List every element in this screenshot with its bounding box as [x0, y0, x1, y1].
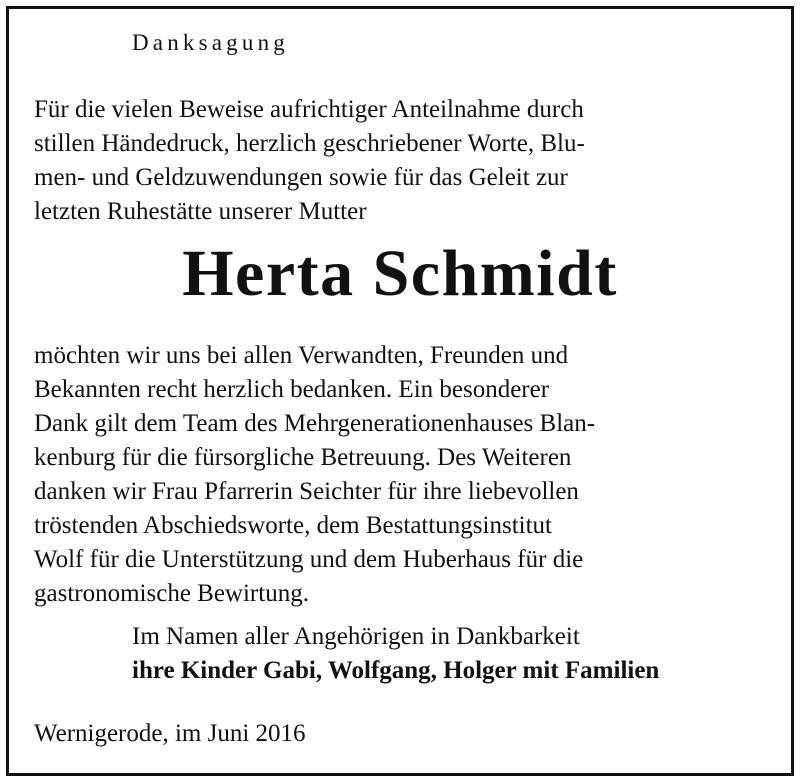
body-line: Wolf für die Unterstützung und dem Huberhaus für die [34, 546, 584, 573]
body-line: kenburg für die fürsorgliche Betreuung. Des Weiteren [34, 444, 572, 471]
place-date: Wernigerode, im Juni 2016 [34, 720, 306, 747]
intro-line: letzten Ruhestätte unserer Mutter [34, 198, 367, 225]
notice-heading: Danksagung [132, 30, 289, 55]
signature-intro: Im Namen aller Angehörigen in Dankbarkeit [132, 623, 580, 650]
body-paragraph [34, 339, 766, 611]
signature-names: ihre Kinder Gabi, Wolfgang, Holger mit Familien [132, 657, 660, 684]
intro-line: stillen Händedruck, herzlich geschriebener Worte, Blu- [34, 130, 585, 157]
body-line: danken wir Frau Pfarrerin Seichter für ihre liebevollen [34, 478, 579, 505]
deceased-name: Herta Schmidt [182, 237, 618, 310]
body-line: tröstenden Abschiedsworte, dem Bestattungsinstitut [34, 512, 552, 539]
body-line: Dank gilt dem Team des Mehrgenerationenhauses Blan- [34, 410, 596, 437]
body-line: gastronomische Bewirtung. [34, 580, 309, 607]
intro-line: Für die vielen Beweise aufrichtiger Anteilnahme durch [34, 96, 584, 123]
body-line: möchten wir uns bei allen Verwandten, Freunden und [34, 342, 569, 369]
intro-line: men- und Geldzuwendungen sowie für das Geleit zur [34, 164, 568, 191]
body-line: Bekannten recht herzlich bedanken. Ein besonderer [34, 376, 550, 403]
intro-paragraph [34, 93, 766, 229]
